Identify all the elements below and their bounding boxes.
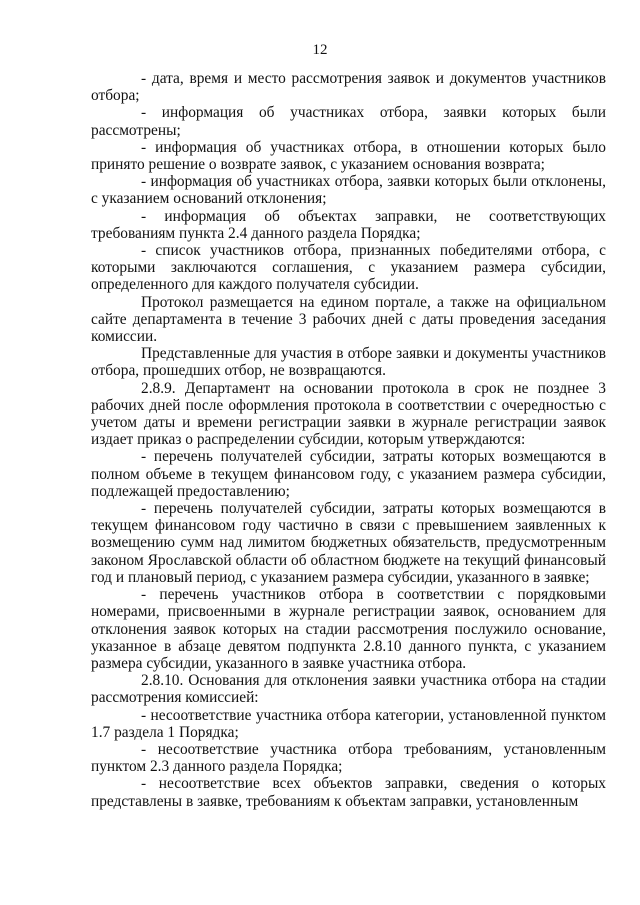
paragraph: - несоответствие участника отбора категории, установленной пунктом 1.7 раздела 1 Порядка; [91, 706, 606, 741]
paragraph: 2.8.10. Основания для отклонения заявки участника отбора на стадии рассмотрения комиссией: [91, 672, 606, 707]
paragraph: - информация об участниках отбора, в отношении которых было принято решение о возврате заявок, с указанием основания возврата; [91, 138, 606, 174]
paragraph: - список участников отбора, признанных победителями отбора, с которыми заключаются соглашения, с указанием размера субсидии, определенного для каждого получателя субсидии. [91, 242, 606, 294]
paragraph: - информация об участниках отбора, заявки которых были рассмотрены; [91, 104, 606, 139]
page-number: 12 [312, 42, 328, 58]
paragraph: - перечень получателей субсидии, затраты которых возмещаются в полном объеме в текущем финансовом году, с указанием размера субсидии, подлежащей предоставлению; [91, 448, 606, 500]
paragraph: - несоответствие участника отбора требованиям, установленным пунктом 2.3 данного раздела Порядка; [91, 740, 606, 776]
paragraph: Представленные для участия в отборе заявки и документы участников отбора, прошедших отбор, не возвращаются. [91, 345, 606, 380]
paragraph: - перечень получателей субсидии, затраты которых возмещаются в текущем финансовом году частично в связи с превышением заявленных к возмещению сумм над лимитом бюджетных обязательств, предусмотренным законом Ярославской области об областном бюджете на текущий финансовый год и плановый период, с указанием размера субсидии, указанного в заявке; [91, 500, 606, 586]
document-body [91, 70, 606, 810]
paragraph: - несоответствие всех объектов заправки, сведения о которых представлены в заявке, требованиям к объектам заправки, установленным [91, 775, 606, 810]
paragraph: - перечень участников отбора в соответствии с порядковыми номерами, присвоенными в журнале регистрации заявок, основанием для отклонения заявок которых на стадии рассмотрения послужило основание, указанное в абзаце девятом подпункта 2.8.10 данного пункта, с указанием размера субсидии, указанного в заявке участника отбора. [91, 586, 606, 672]
paragraph: - информация об объектах заправки, не соответствующих требованиям пункта 2.4 данного раздела Порядка; [91, 207, 606, 242]
paragraph: Протокол размещается на едином портале, а также на официальном сайте департамента в течение 3 рабочих дней с даты проведения заседания комиссии. [91, 293, 606, 346]
paragraph: - информация об участниках отбора, заявки которых были отклонены, с указанием оснований отклонения; [91, 173, 606, 208]
paragraph: 2.8.9. Департамент на основании протокола в срок не позднее 3 рабочих дней после оформления протокола в соответствии с очередностью с учетом даты и времени регистрации заявки в журнале регистрации заявок издает приказ о распределении субсидии, которым утверждаются: [91, 379, 606, 449]
paragraph: - дата, время и место рассмотрения заявок и документов участников отбора; [91, 70, 606, 105]
